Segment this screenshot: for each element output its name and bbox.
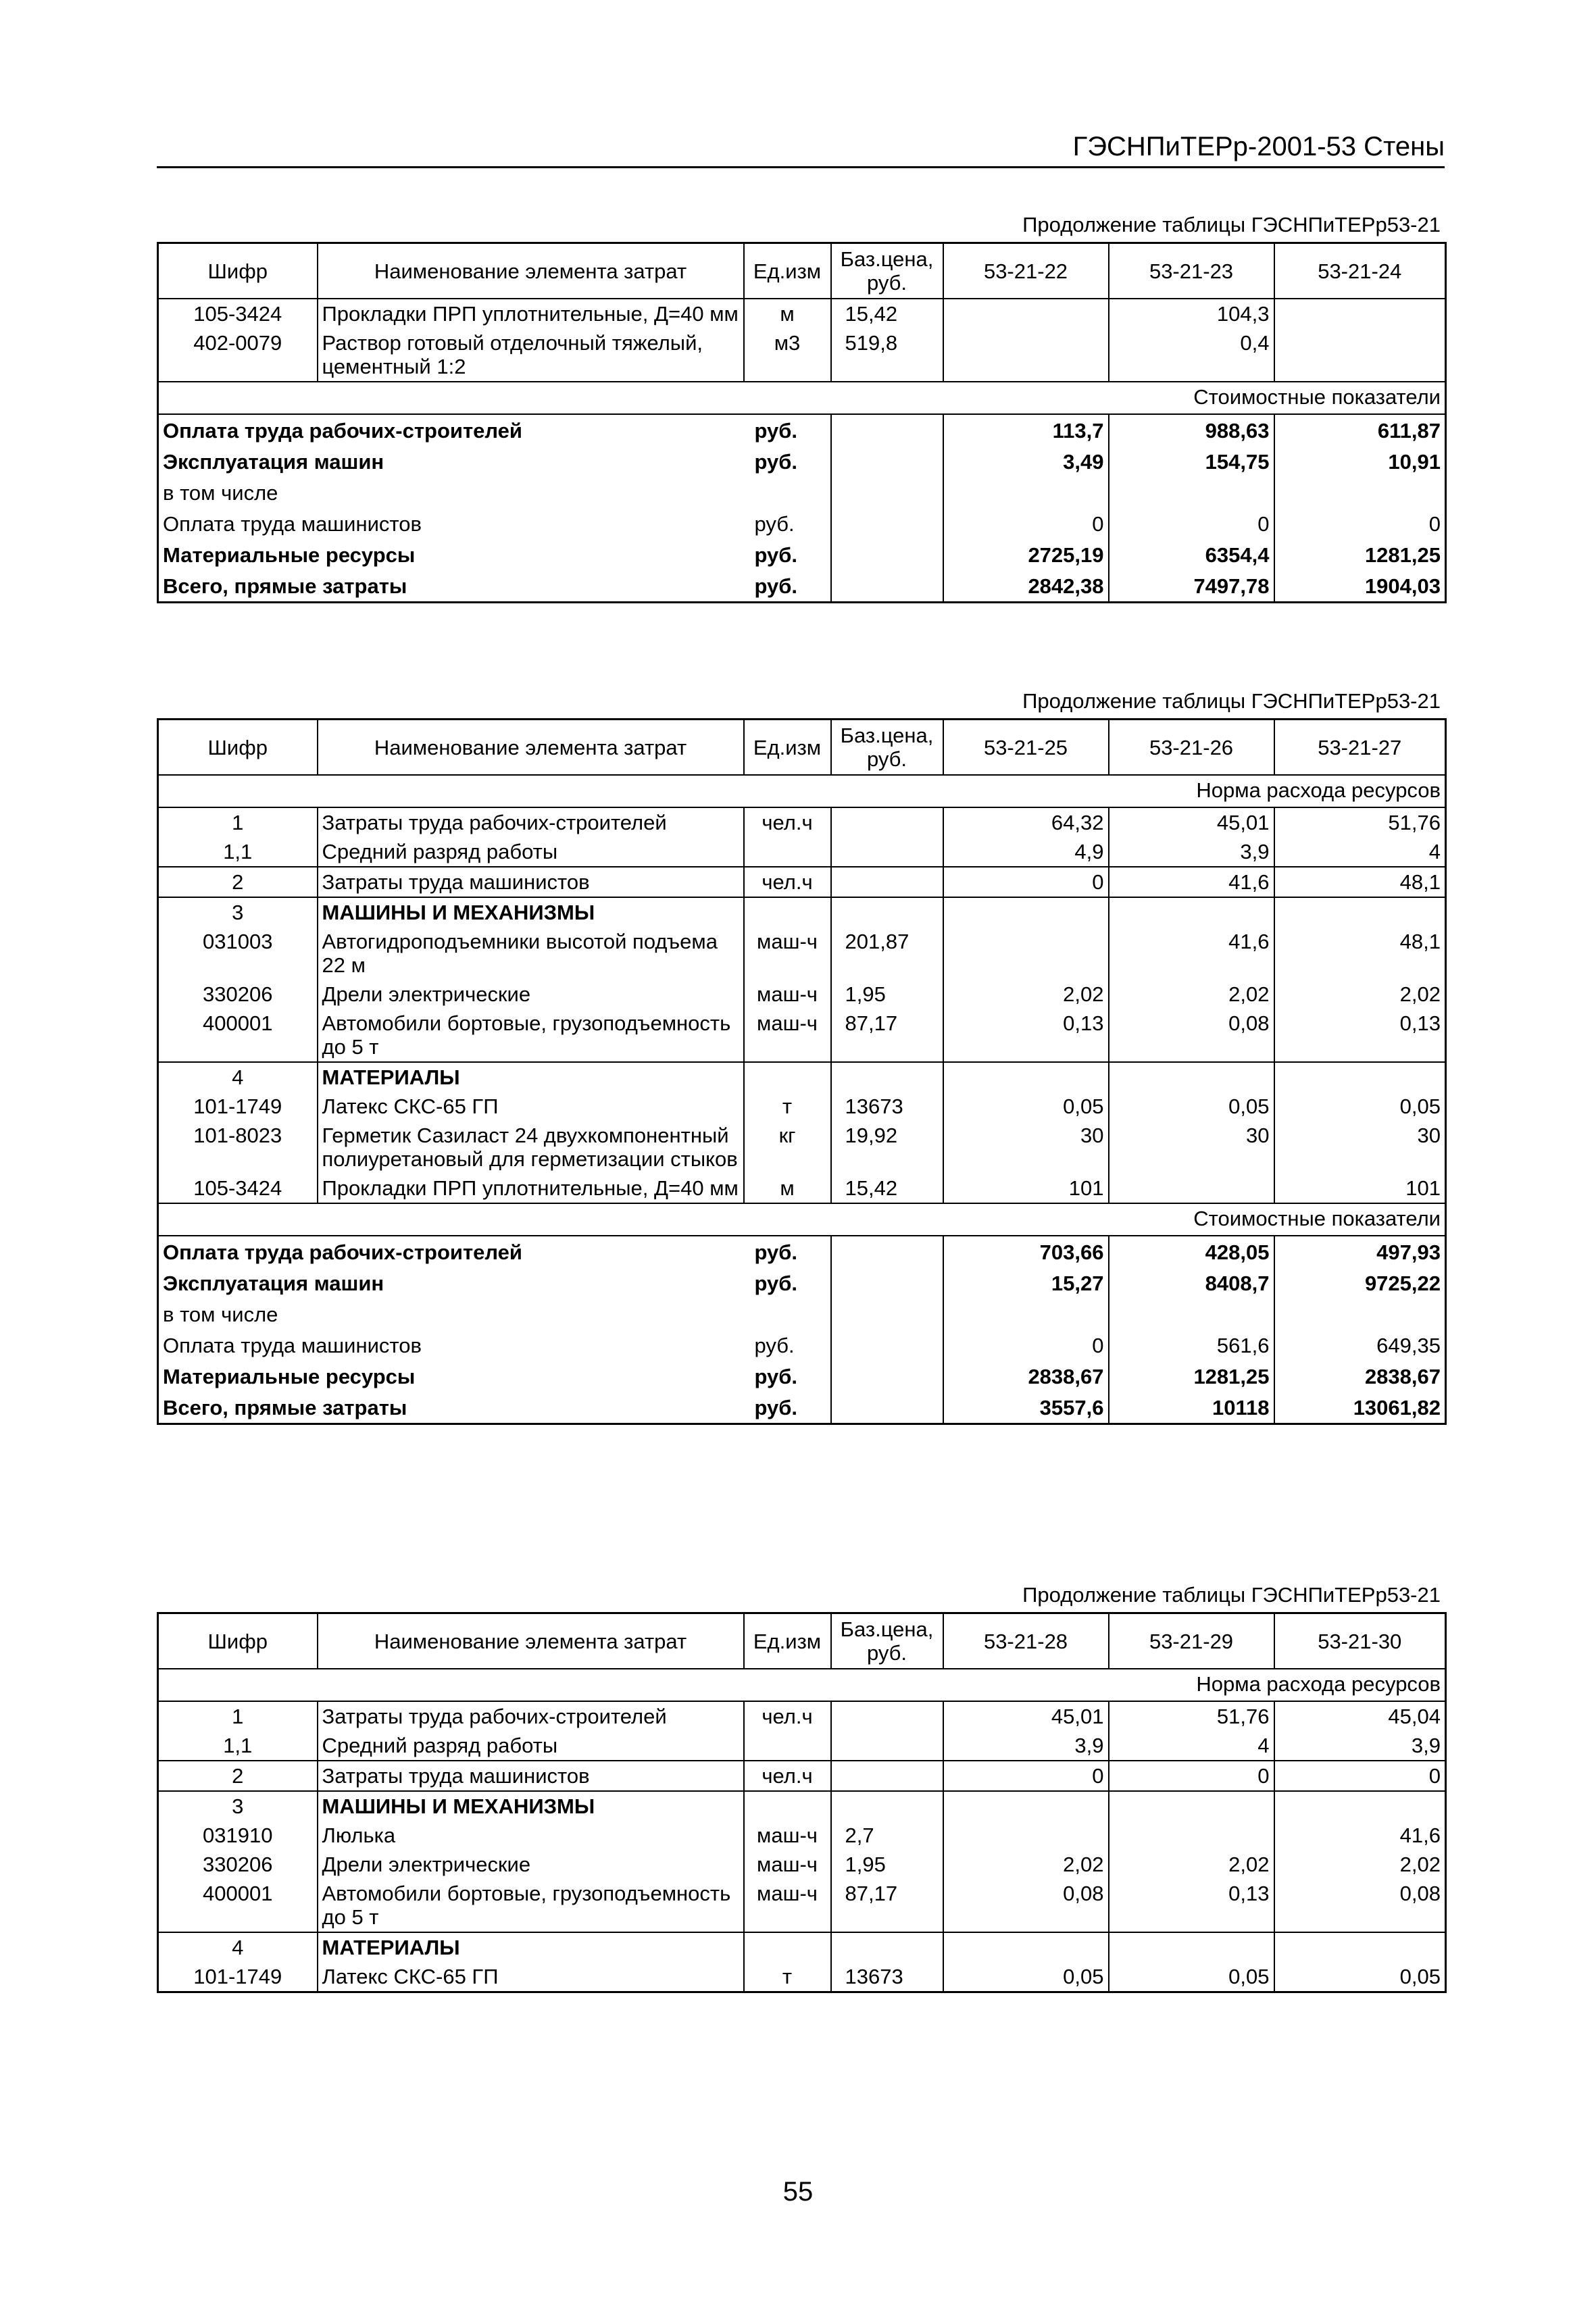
summary-row-total: Всего, прямые затраты руб. 3557,6 10118 13061,82: [158, 1392, 1446, 1424]
table-row: 400001 Автомобили бортовые, грузоподъемность до 5 т маш-ч 87,17 0,08 0,13 0,08: [158, 1879, 1446, 1932]
summary-row-including: в том числе: [158, 477, 1446, 508]
table-row: 402-0079 Раствор готовый отделочный тяжелый, цементный 1:2 м3 519,8 0,4: [158, 328, 1446, 382]
resource-table-3: [157, 1612, 1447, 1993]
col-code-53-21-29: 53-21-29: [1109, 1613, 1274, 1669]
table-row: 330206 Дрели электрические маш-ч 1,95 2,02 2,02 2,02: [158, 1850, 1446, 1879]
col-code-53-21-25: 53-21-25: [943, 720, 1109, 776]
col-name-header: Наименование элемента затрат: [318, 243, 744, 299]
table-row: 105-3424 Прокладки ПРП уплотнительные, Д=40 мм м 15,42 101 101: [158, 1174, 1446, 1203]
summary-row-total: Всего, прямые затраты руб. 2842,38 7497,78 1904,03: [158, 570, 1446, 603]
table-row: 2 Затраты труда машинистов чел.ч 0 0 0: [158, 1761, 1446, 1791]
col-code-53-21-26: 53-21-26: [1109, 720, 1274, 776]
table-row: 101-1749 Латекс СКС-65 ГП т 13673 0,05 0,05 0,05: [158, 1092, 1446, 1121]
table-row: 101-8023 Герметик Сазиласт 24 двухкомпонентный полиуретановый для герметизации стыков кг 19,92 30 30 30: [158, 1121, 1446, 1174]
document-title: ГЭСНПиТЕРр-2001-53 Стены: [1072, 132, 1445, 161]
norm-banner: Норма расхода ресурсов: [158, 775, 1446, 807]
table-row: 031003 Автогидроподъемники высотой подъема 22 м маш-ч 201,87 41,6 48,1: [158, 927, 1446, 980]
col-unit-header: Ед.изм: [744, 720, 831, 776]
table-row: 1,1 Средний разряд работы 4,9 3,9 4: [158, 837, 1446, 867]
table-row: 031910 Люлька маш-ч 2,7 41,6: [158, 1821, 1446, 1850]
col-code-53-21-23: 53-21-23: [1109, 243, 1274, 299]
cost-banner: Стоимостные показатели: [158, 1203, 1446, 1236]
summary-row-operators: Оплата труда машинистов руб. 0 0 0: [158, 508, 1446, 539]
col-code-53-21-22: 53-21-22: [943, 243, 1109, 299]
summary-row-materials: Материальные ресурсы руб. 2725,19 6354,4 1281,25: [158, 539, 1446, 570]
resource-table-2: [157, 718, 1447, 1425]
summary-row-machines: Эксплуатация машин руб. 15,27 8408,7 9725,22: [158, 1267, 1446, 1299]
col-code-header: Шифр: [158, 1613, 318, 1669]
section-row: 3 МАШИНЫ И МЕХАНИЗМЫ: [158, 1791, 1446, 1821]
col-price-header: Баз.цена, руб.: [831, 243, 943, 299]
col-name-header: Наименование элемента затрат: [318, 720, 744, 776]
col-code-header: Шифр: [158, 243, 318, 299]
norm-banner: Норма расхода ресурсов: [158, 1669, 1446, 1701]
section-row: 3 МАШИНЫ И МЕХАНИЗМЫ: [158, 897, 1446, 927]
table-row: 1 Затраты труда рабочих-строителей чел.ч 64,32 45,01 51,76: [158, 807, 1446, 837]
page-number: 55: [782, 2177, 814, 2207]
col-name-header: Наименование элемента затрат: [318, 1613, 744, 1669]
table-caption: Продолжение таблицы ГЭСНПиТЕРр53-21: [1022, 689, 1441, 713]
table-row: 101-1749 Латекс СКС-65 ГП т 13673 0,05 0,05 0,05: [158, 1962, 1446, 1992]
table-row: 1 Затраты труда рабочих-строителей чел.ч 45,01 51,76 45,04: [158, 1701, 1446, 1731]
section-row: 4 МАТЕРИАЛЫ: [158, 1932, 1446, 1962]
summary-row-machines: Эксплуатация машин руб. 3,49 154,75 10,91: [158, 446, 1446, 477]
col-code-53-21-30: 53-21-30: [1274, 1613, 1446, 1669]
resource-table-1: [157, 242, 1447, 603]
cost-banner: Стоимостные показатели: [158, 382, 1446, 414]
table-caption: Продолжение таблицы ГЭСНПиТЕРр53-21: [1022, 1583, 1441, 1607]
table-row: 105-3424 Прокладки ПРП уплотнительные, Д=40 мм м 15,42 104,3: [158, 299, 1446, 328]
col-code-header: Шифр: [158, 720, 318, 776]
col-code-53-21-24: 53-21-24: [1274, 243, 1446, 299]
col-code-53-21-27: 53-21-27: [1274, 720, 1446, 776]
col-unit-header: Ед.изм: [744, 243, 831, 299]
summary-row-labor: Оплата труда рабочих-строителей руб. 113,7 988,63 611,87: [158, 414, 1446, 446]
summary-row-labor: Оплата труда рабочих-строителей руб. 703,66 428,05 497,93: [158, 1236, 1446, 1267]
summary-row-including: в том числе: [158, 1299, 1446, 1330]
table-row: 330206 Дрели электрические маш-ч 1,95 2,02 2,02 2,02: [158, 980, 1446, 1009]
section-row: 4 МАТЕРИАЛЫ: [158, 1062, 1446, 1092]
summary-row-materials: Материальные ресурсы руб. 2838,67 1281,25 2838,67: [158, 1361, 1446, 1392]
col-code-53-21-28: 53-21-28: [943, 1613, 1109, 1669]
col-price-header: Баз.цена, руб.: [831, 720, 943, 776]
summary-row-operators: Оплата труда машинистов руб. 0 561,6 649,35: [158, 1330, 1446, 1361]
col-unit-header: Ед.изм: [744, 1613, 831, 1669]
col-price-header: Баз.цена, руб.: [831, 1613, 943, 1669]
page-header: [157, 130, 1445, 168]
table-row: 400001 Автомобили бортовые, грузоподъемность до 5 т маш-ч 87,17 0,13 0,08 0,13: [158, 1009, 1446, 1062]
table-row: 1,1 Средний разряд работы 3,9 4 3,9: [158, 1731, 1446, 1761]
table-caption: Продолжение таблицы ГЭСНПиТЕРр53-21: [1022, 213, 1441, 236]
table-row: 2 Затраты труда машинистов чел.ч 0 41,6 48,1: [158, 867, 1446, 897]
